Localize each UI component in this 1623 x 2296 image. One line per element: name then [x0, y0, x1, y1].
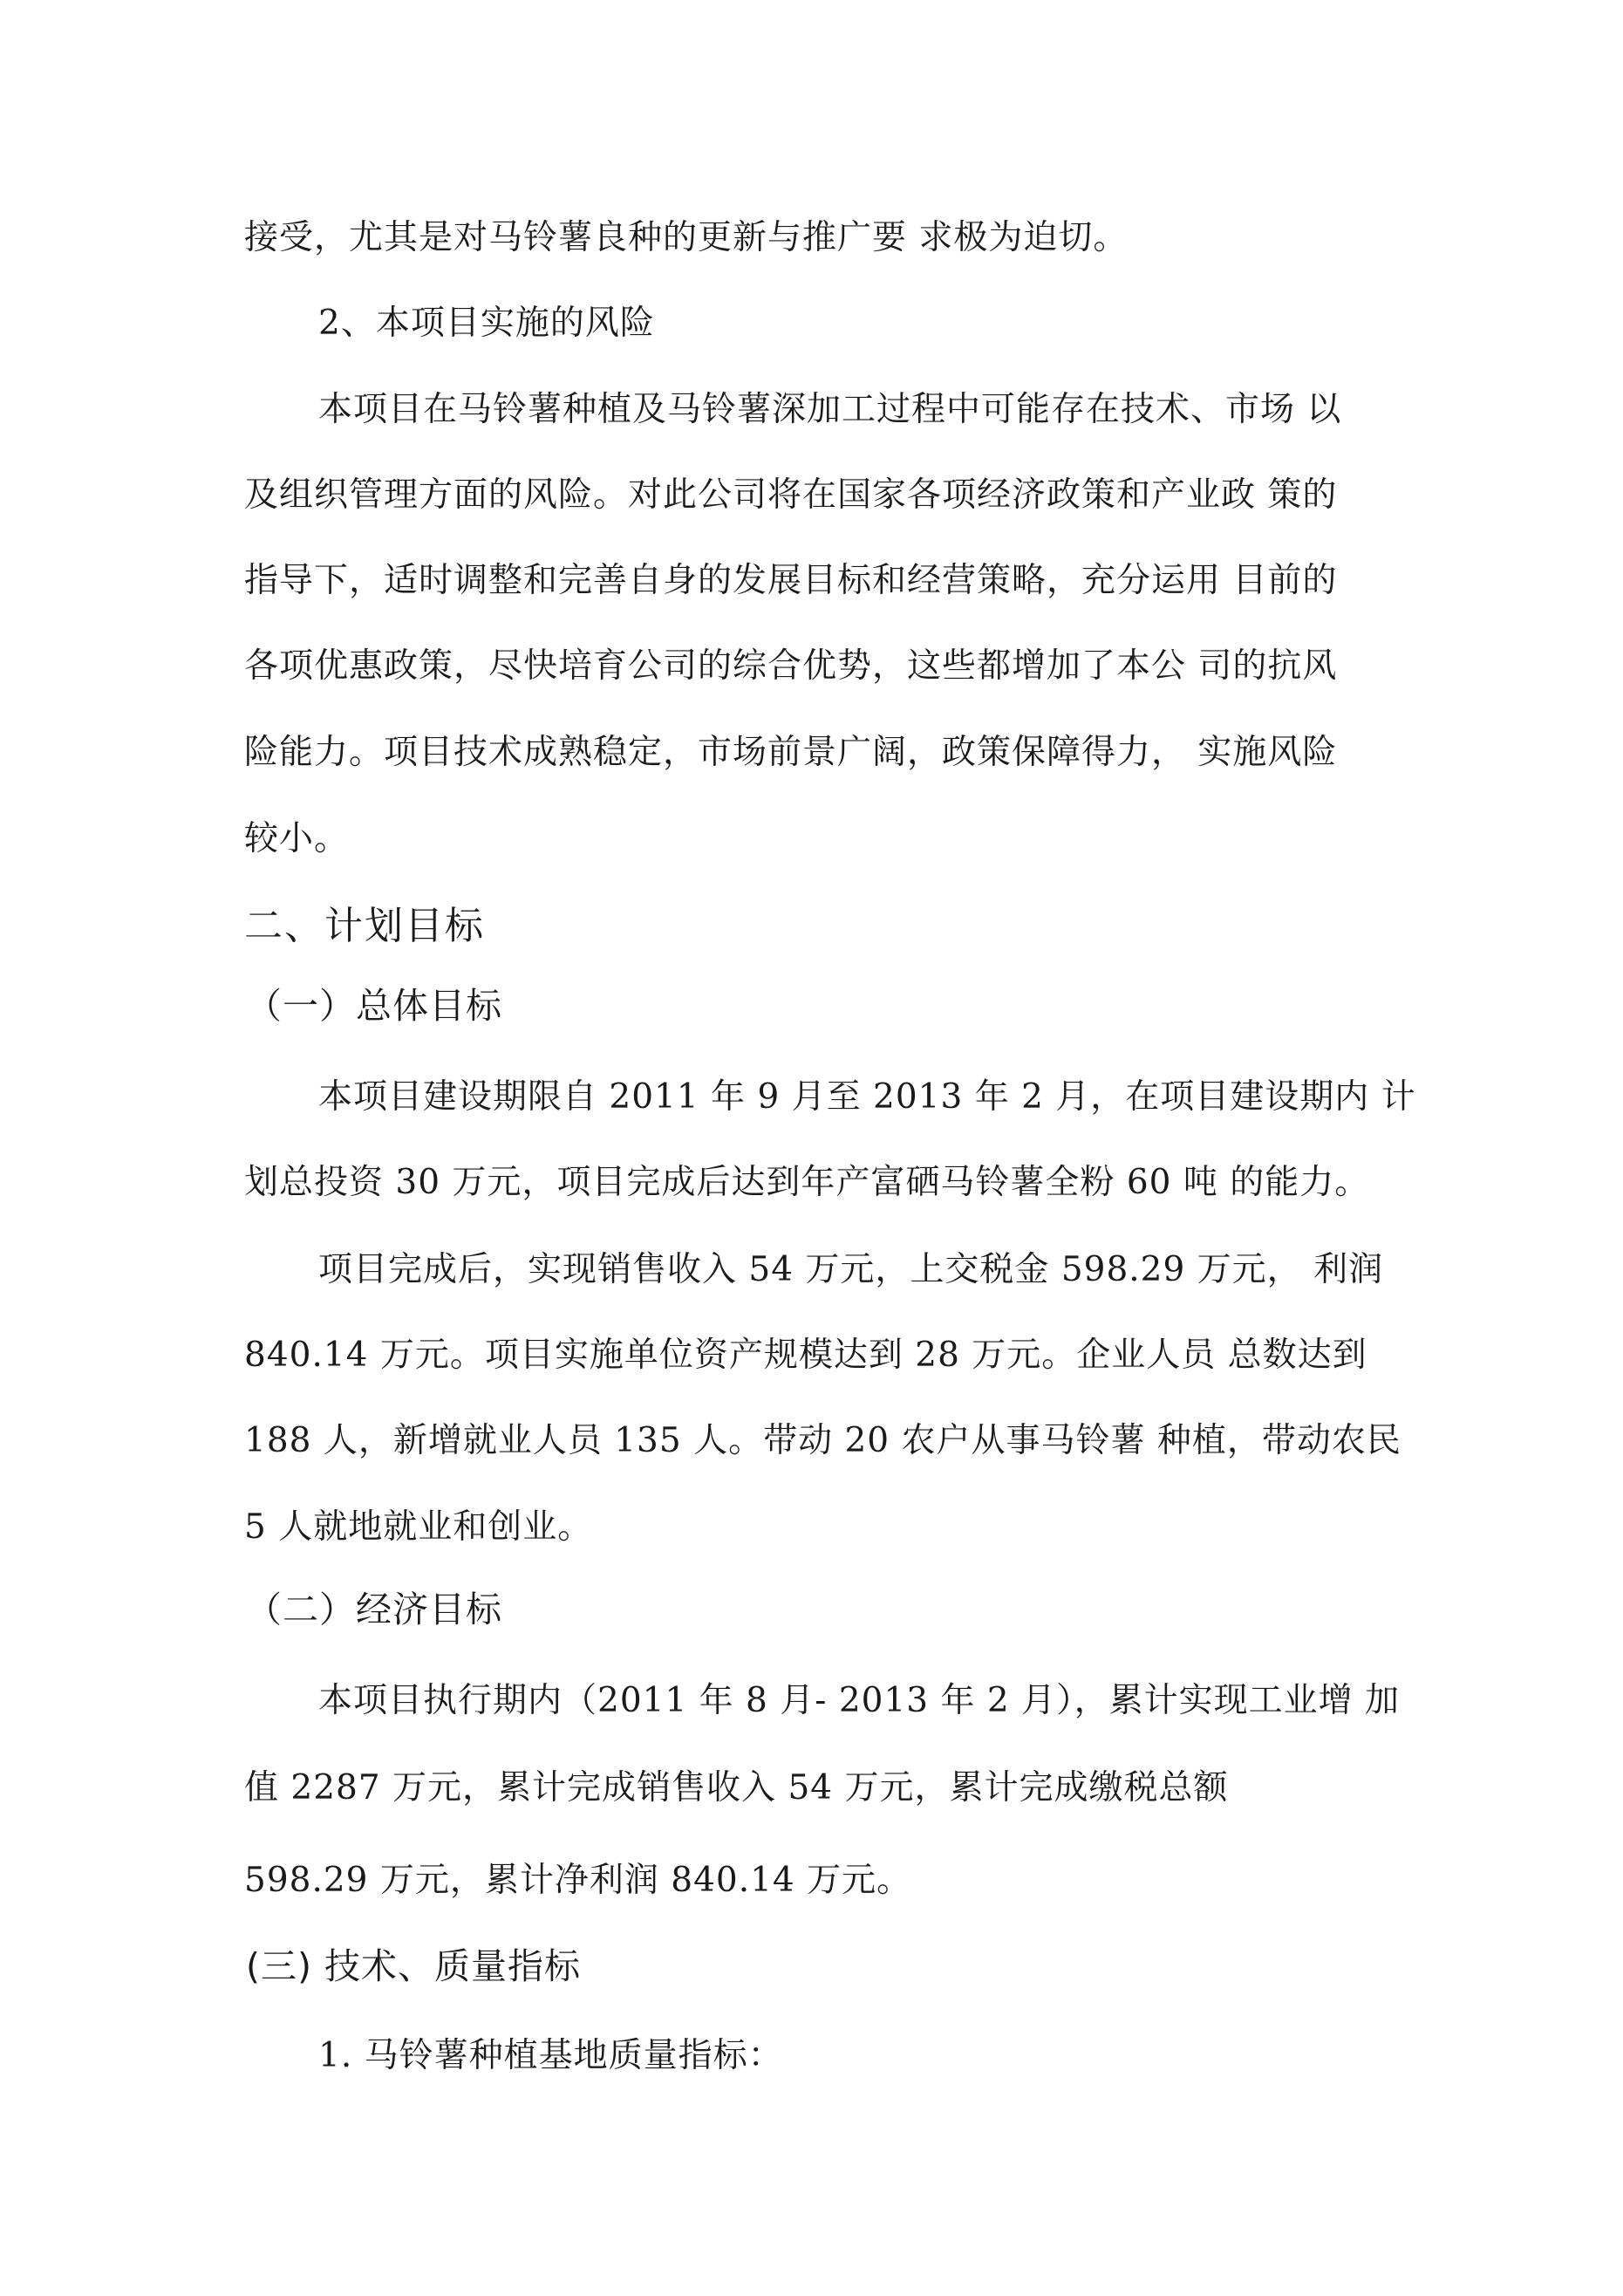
- paragraph-line: 较小。: [244, 819, 350, 858]
- paragraph-line: 指导下，适时调整和完善自身的发展目标和经营策略，充分运用 目前的: [244, 561, 1338, 600]
- paragraph-line: 各项优惠政策，尽快培育公司的综合优势，这些都增加了本公 司的抗风: [244, 646, 1338, 686]
- list-item: 1. 马铃薯种植基地质量指标：: [318, 2036, 783, 2075]
- subsection-heading: （二）经济目标: [246, 1589, 502, 1630]
- paragraph-line: 598.29 万元，累计净利润 840.14 万元。: [244, 1861, 912, 1900]
- section-heading: 二、计划目标: [244, 904, 485, 948]
- paragraph-line: 接受，尤其是对马铃薯良种的更新与推广要 求极为迫切。: [244, 218, 1129, 257]
- paragraph-line: 划总投资 30 万元，项目完成后达到年产富硒马铃薯全粉 60 吨 的能力。: [244, 1163, 1370, 1202]
- paragraph-line: 本项目建设期限自 2011 年 9 月至 2013 年 2 月，在项目建设期内 计: [318, 1077, 1416, 1117]
- paragraph-line: 值 2287 万元，累计完成销售收入 54 万元，累计完成缴税总额: [244, 1768, 1229, 1807]
- paragraph-line: 险能力。项目技术成熟稳定，市场前景广阔，政策保障得力， 实施风险: [244, 733, 1338, 772]
- paragraph-line: 及组织管理方面的风险。对此公司将在国家各项经济政策和产业政 策的: [244, 475, 1338, 515]
- paragraph-line: 项目完成后，实现销售收入 54 万元，上交税金 598.29 万元， 利润: [318, 1250, 1384, 1289]
- paragraph-line: 188 人，新增就业人员 135 人。带动 20 农户从事马铃薯 种植，带动农民: [244, 1421, 1401, 1460]
- section-subheading: 2、本项目实施的风险: [318, 304, 655, 343]
- subsection-heading: （一）总体目标: [246, 985, 502, 1027]
- paragraph-line: 本项目执行期内（2011 年 8 月- 2013 年 2 月），累计实现工业增 加: [318, 1681, 1400, 1720]
- paragraph-line: 5 人就地就业和创业。: [244, 1507, 593, 1547]
- paragraph-line: 本项目在马铃薯种植及马铃薯深加工过程中可能存在技术、市场 以: [318, 390, 1342, 429]
- subsection-heading: (三) 技术、质量指标: [246, 1945, 582, 1987]
- paragraph-line: 840.14 万元。项目实施单位资产规模达到 28 万元。企业人员 总数达到: [244, 1336, 1367, 1375]
